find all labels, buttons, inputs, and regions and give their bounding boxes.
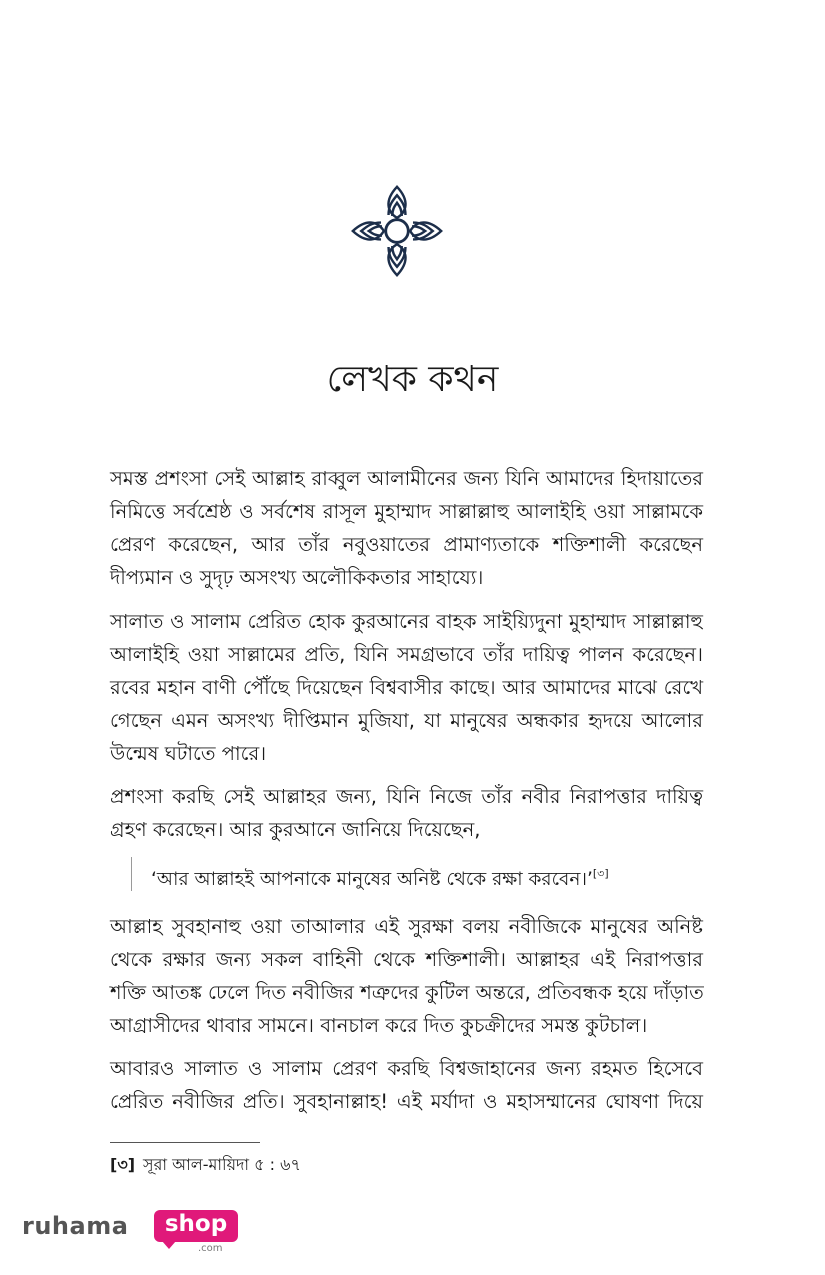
footnote-divider — [110, 1142, 260, 1143]
footnote-mark: [৩] — [110, 1155, 136, 1174]
page-title: লেখক কথন — [326, 359, 499, 400]
paragraph-line: সালাত ও সালাম প্রেরিত হোক কুরআনের বাহক সাইয়্যিদুনা মুহাম্মাদ সাল্লাল্লাহু — [110, 610, 703, 633]
paragraph-line: আলাইহি ওয়া সাল্লামের প্রতি, যিনি সমগ্রভাবে তাঁর দায়িত্ব পালন করেছেন। — [110, 643, 703, 666]
footnote-reference[interactable]: [৩] — [592, 867, 609, 880]
footnote — [110, 1153, 301, 1177]
paragraph-line: আগ্রাসীদের থাবার সামনে। বানচাল করে দিত কুচক্রীদের সমস্ত কুটচাল। — [110, 1014, 648, 1037]
lotus-flower-ornament-icon — [350, 182, 444, 280]
paragraph-3 — [110, 780, 703, 846]
logo-com-text: .com — [198, 1243, 223, 1254]
paragraph-line: প্রেরণ করেছেন, আর তাঁর নবুওয়াতের প্রামাণ্যতাকে শক্তিশালী করেছেন — [110, 533, 703, 556]
paragraph-line: দীপ্যমান ও সুদৃঢ় অসংখ্য অলৌকিকতার সাহায্যে। — [110, 566, 484, 589]
paragraph-1 — [110, 462, 703, 594]
logo-shop-text: shop — [164, 1211, 228, 1237]
paragraph-4 — [110, 910, 703, 1042]
paragraph-line: আবারও সালাত ও সালাম প্রেরণ করছি বিশ্বজাহানের জন্য রহমত হিসেবে — [110, 1057, 703, 1080]
paragraph-line: রবের মহান বাণী পৌঁছে দিয়েছেন বিশ্ববাসীর কাছে। আর আমাদের মাঝে রেখে — [110, 676, 703, 699]
logo-speech-tail — [162, 1241, 176, 1249]
paragraph-line: প্রশংসা করছি সেই আল্লাহর জন্য, যিনি নিজে তাঁর নবীর নিরাপত্তার দায়িত্ব — [110, 785, 703, 808]
paragraph-line: নিমিত্তে সর্বশ্রেষ্ঠ ও সর্বশেষ রাসূল মুহাম্মাদ সাল্লাল্লাহু আলাইহি ওয়া সাল্লামকে — [110, 500, 703, 523]
paragraph-5 — [110, 1052, 703, 1118]
paragraph-line: গেছেন এমন অসংখ্য দীপ্তিমান মুজিযা, যা মানুষের অন্ধকার হৃদয়ে আলোর — [110, 709, 703, 732]
paragraph-line: প্রেরিত নবীজির প্রতি। সুবহানাল্লাহ! এই মর্যাদা ও মহাসম্মানের ঘোষণা দিয়ে — [110, 1090, 703, 1113]
ruhamashop-logo — [22, 1208, 232, 1256]
paragraph-line: আল্লাহ সুবহানাহু ওয়া তাআলার এই সুরক্ষা বলয় নবীজিকে মানুষের অনিষ্ট — [110, 915, 703, 938]
logo-ruhama-text: ruhama — [22, 1212, 129, 1240]
paragraph-line: শক্তি আতঙ্ক ঢেলে দিত নবীজির শত্রুদের কুটিল অন্তরে, প্রতিবন্ধক হয়ে দাঁড়াত — [110, 981, 704, 1004]
paragraph-line: গ্রহণ করেছেন। আর কুরআনে জানিয়ে দিয়েছেন, — [110, 818, 481, 841]
quote-text: ‘আর আল্লাহই আপনাকে মানুষের অনিষ্ট থেকে রক্ষা করবেন।’ — [151, 869, 593, 890]
block-quote — [131, 857, 711, 891]
paragraph-line: উন্মেষ ঘটাতে পারে। — [110, 742, 267, 765]
footnote-text: সূরা আল-মায়িদা ৫ : ৬৭ — [143, 1155, 301, 1174]
paragraph-2 — [110, 605, 703, 770]
paragraph-line: থেকে রক্ষার জন্য সকল বাহিনী থেকে শক্তিশালী। আল্লাহর এই নিরাপত্তার — [110, 948, 703, 971]
paragraph-line: সমস্ত প্রশংসা সেই আল্লাহ রাব্বুল আলামীনের জন্য যিনি আমাদের হিদায়াতের — [110, 467, 703, 490]
